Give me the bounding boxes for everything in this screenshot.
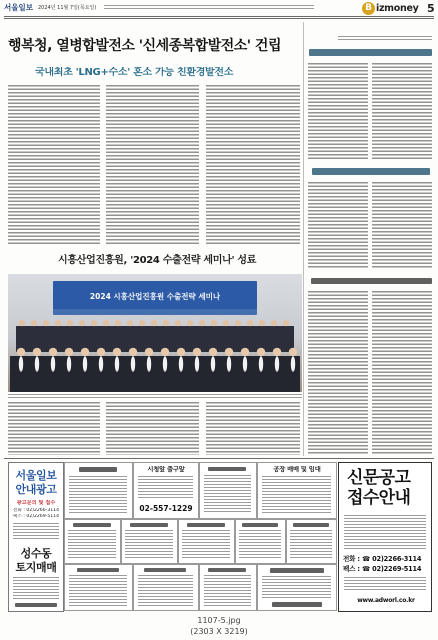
small-ad-text (262, 576, 331, 600)
right-article-2-headline (312, 168, 430, 175)
notice-title-line2: 접수안내 (347, 488, 411, 508)
small-ad-text (125, 530, 173, 560)
small-ad-cell (199, 462, 257, 519)
seminar-group-photo (8, 274, 302, 392)
small-ad-cell (199, 564, 257, 611)
classified-fax: 팩스 : 02)2269-5114 (12, 514, 60, 519)
ads-section-rule (4, 458, 434, 459)
small-ads-grid (64, 462, 336, 612)
right-article-2-body-right (372, 182, 432, 268)
classified-title-line1: 서울일보 (15, 469, 57, 482)
small-ad-text (290, 530, 332, 560)
small-ad-text (239, 530, 281, 560)
photo-crowd-front-row (10, 344, 300, 392)
issue-date: 2024년 11월 7일(목요일) (38, 5, 97, 11)
small-ad-cell (64, 564, 133, 611)
seminar-body-column-3 (206, 402, 300, 455)
image-filename: 1107-5.jpg (197, 616, 241, 625)
small-ad-cell (235, 519, 286, 564)
land-ad-phone (15, 603, 57, 607)
photo-banner (53, 281, 257, 315)
image-dimensions: (2303 X 3219) (190, 627, 248, 636)
small-ad-title (130, 523, 168, 527)
factory-ad-text (262, 476, 331, 514)
small-ad-title (208, 568, 246, 572)
notice-details (344, 577, 426, 591)
station-ad-cell (133, 462, 199, 519)
small-ad-title (270, 568, 324, 573)
notice-website: www.adworl.co.kr (357, 597, 415, 604)
small-ad-text (138, 575, 193, 607)
classified-ad-box (8, 462, 64, 612)
small-ad-cell (64, 462, 133, 519)
photo-caption (8, 394, 302, 398)
page-number: 5 (427, 2, 435, 15)
station-ad-phone: 02-557-1229 (139, 504, 193, 513)
seminar-headline: 시흥산업진흥원, '2024 수출전략 세미나' 성료 (58, 255, 257, 266)
factory-ad-title: 공장 매매 및 임대 (273, 466, 321, 473)
small-ad-title (77, 568, 119, 572)
lead-headline: 행복청, 열병합발전소 '신세종복합발전소' 건립 (8, 38, 281, 54)
small-ad-text (204, 475, 251, 513)
right-article-1-body-right (372, 63, 432, 160)
land-ad-title-line1: 성수동 (20, 547, 52, 560)
small-ad-title (187, 523, 225, 527)
small-ad-title (242, 523, 278, 527)
right-article-1-kicker (338, 36, 432, 40)
right-article-3-headline (311, 278, 432, 284)
small-ad-title (293, 523, 329, 527)
small-ad-cell (286, 519, 337, 564)
notice-phone: 전화 : ☎ 02)2266-3114 (343, 555, 422, 563)
station-ad-text (138, 476, 193, 500)
right-article-1-body-left (308, 63, 368, 160)
classified-details (13, 523, 59, 541)
column-divider (303, 22, 304, 456)
small-ad-text (182, 530, 230, 560)
small-ad-cell (133, 564, 199, 611)
small-ad-title (79, 467, 117, 472)
right-article-3-body-left (308, 291, 368, 455)
notice-fax: 팩스 : ☎ 02)2269-5114 (343, 565, 422, 573)
right-article-2-body-left (308, 182, 368, 268)
lead-body-column-1 (8, 85, 100, 245)
station-ad-title: 시청앞 출구앞 (147, 466, 185, 473)
small-ad-cell (64, 519, 121, 564)
small-ad-phone (272, 602, 322, 607)
land-ad-title-line2: 토지매매 (15, 561, 57, 574)
notice-categories (344, 515, 426, 549)
small-ad-text (69, 476, 127, 514)
small-ad-title (208, 467, 246, 471)
small-ad-text (68, 530, 116, 560)
small-ad-title (144, 568, 186, 572)
small-ad-cell (121, 519, 178, 564)
classified-contact-heading: 광고문의 및 접수 (16, 500, 56, 506)
land-ad-details (13, 577, 59, 601)
masthead-logo: 서울일보 (4, 3, 33, 12)
header-rule (4, 16, 434, 17)
lead-body-column-3 (206, 85, 300, 245)
right-article-3-body-right (372, 291, 432, 455)
small-ad-text (69, 575, 127, 607)
section-logo-text: izmoney (376, 3, 419, 14)
classified-title-line2: 안내광고 (15, 483, 57, 496)
photo-banner-text: 2024 시흥산업진흥원 수출전략 세미나 (89, 292, 221, 301)
small-ad-title (73, 523, 111, 527)
notice-title-line1: 신문공고 (347, 468, 411, 488)
header-rule-thin (4, 18, 434, 19)
factory-ad-cell (257, 462, 337, 519)
right-article-1-headline (309, 49, 432, 56)
market-index-strip (104, 5, 314, 9)
small-ad-cell (178, 519, 235, 564)
seminar-body-column-2 (106, 402, 199, 455)
small-ad-cell (257, 564, 337, 611)
seminar-body-column-1 (8, 402, 100, 455)
small-ad-text (204, 575, 251, 607)
bizmoney-logo-icon: B (362, 2, 375, 15)
public-notice-ad-box (338, 462, 432, 612)
classified-phone: 전화 : 02)2266-3114 (12, 508, 60, 513)
lead-body-column-2 (106, 85, 199, 245)
lead-subheadline: 국내최초 'LNG+수소' 혼소 가능 친환경발전소 (35, 67, 234, 78)
